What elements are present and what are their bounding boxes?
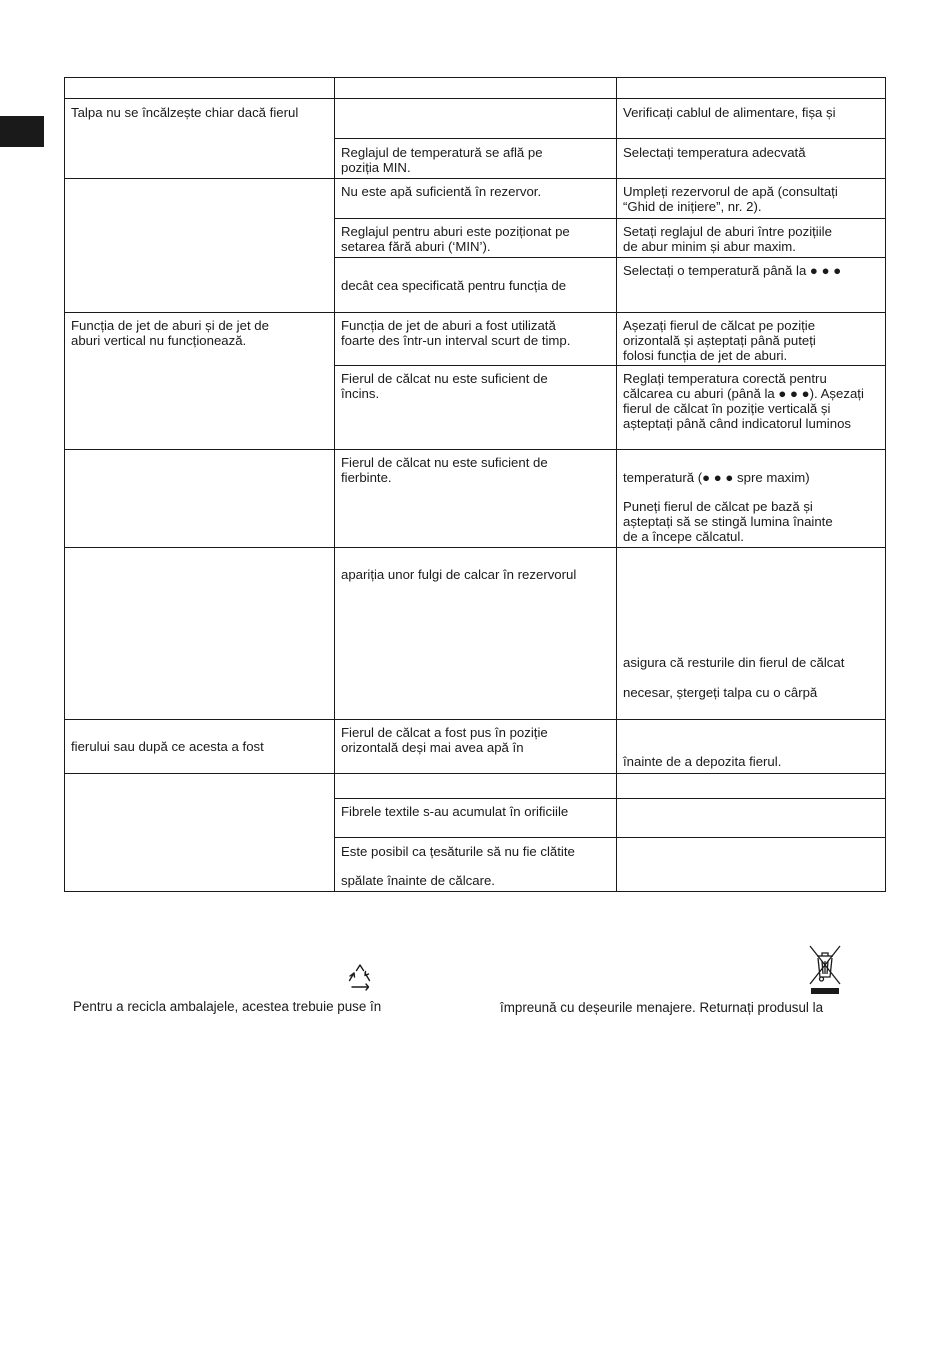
cause-text: foarte des într-un interval scurt de timp. [341,333,571,348]
problem-text: aburi vertical nu funcționează. [71,333,247,348]
cause-text: încins. [341,386,380,401]
cause-text: fierbinte. [341,470,392,485]
solution-cell [617,313,886,366]
cause-cell [335,548,617,720]
cause-text: Este posibil ca țesăturile să nu fie clătite [341,844,575,859]
table-row [65,774,886,799]
solution-cell [617,450,886,548]
solution-text: Selectați temperatura adecvată [623,145,806,160]
problem-cell [65,313,335,450]
problem-cell [65,99,335,179]
cause-text: poziția MIN. [341,160,411,175]
solution-cell [617,548,886,720]
cause-text: Fierul de călcat nu este suficient de [341,371,548,386]
troubleshooting-table [64,77,886,892]
solution-text: “Ghid de inițiere”, nr. 2). [623,199,762,214]
solution-text: asigura că resturile din fierul de călcat [623,655,845,670]
solution-text: de a începe călcatul. [623,529,744,544]
solution-cell [617,99,886,139]
cause-cell [335,720,617,774]
problem-text: Talpa nu se încălzește chiar dacă fierul [71,105,299,120]
solution-text: Setați reglajul de aburi între pozițiile [623,224,832,239]
language-tab [0,116,44,147]
solution-cell [617,720,886,774]
cause-cell [335,99,617,139]
solution-cell [617,366,886,450]
solution-text: necesar, ștergeți talpa cu o cârpă [623,685,818,700]
solution-text: așteptați până când indicatorul luminos [623,416,851,431]
solution-cell [617,774,886,799]
cause-text: Reglajul pentru aburi este poziționat pe [341,224,570,239]
cause-cell [335,179,617,219]
solution-text: de abur minim și abur maxim. [623,239,796,254]
header-cell-problem [65,78,335,99]
cause-text: Fibrele textile s-au acumulat în orificiile [341,804,569,819]
recycle-icon [344,962,376,994]
table-header-row [65,78,886,99]
header-cell-solution [617,78,886,99]
cause-cell [335,450,617,548]
problem-cell [65,774,335,892]
solution-cell [617,799,886,838]
cause-cell [335,774,617,799]
cause-cell [335,366,617,450]
problem-text: Funcția de jet de aburi și de jet de [71,318,269,333]
solution-text: folosi funcția de jet de aburi. [623,348,788,363]
cause-text: spălate înainte de călcare. [341,873,495,888]
problem-text: fierului sau după ce acesta a fost [71,739,264,754]
cause-text: Nu este apă suficientă în rezervor. [341,184,542,199]
table-row [65,548,886,720]
table-row [65,720,886,774]
problem-cell [65,720,335,774]
cause-cell [335,258,617,313]
solution-text: înainte de a depozita fierul. [623,754,782,769]
solution-cell [617,258,886,313]
solution-text: călcarea cu aburi (până la ● ● ●). Așezați [623,386,864,401]
problem-cell [65,179,335,313]
solution-text: Selectați o temperatură până la ● ● ● [623,263,842,278]
cause-cell [335,139,617,179]
table-row [65,99,886,139]
solution-text: fierul de călcat în poziție verticală și [623,401,831,416]
solution-text: temperatură (● ● ● spre maxim) [623,470,810,485]
solution-cell [617,139,886,179]
solution-text: Reglați temperatura corectă pentru [623,371,827,386]
solution-text: Așezați fierul de călcat pe poziție [623,318,816,333]
cause-text: decât cea specificată pentru funcția de [341,278,567,293]
header-cell-cause [335,78,617,99]
cause-text: orizontală deși mai avea apă în [341,740,524,755]
solution-cell [617,838,886,892]
solution-text: Umpleți rezervorul de apă (consultați [623,184,838,199]
cause-text: apariția unor fulgi de calcar în rezervorul [341,567,577,582]
problem-cell [65,548,335,720]
product-disposal-text: împreună cu deșeurile menajere. Returnați produsul la [500,1000,824,1015]
cause-text: Funcția de jet de aburi a fost utilizată [341,318,556,333]
cause-cell [335,838,617,892]
solution-text: Verificați cablul de alimentare, fișa și [623,105,836,120]
crossed-bin-icon [808,944,842,996]
solution-cell [617,179,886,219]
cause-text: Fierul de călcat a fost pus în poziție [341,725,548,740]
table-row [65,179,886,219]
problem-cell [65,450,335,548]
solution-text: așteptați să se stingă lumina înainte [623,514,833,529]
cause-text: Reglajul de temperatură se află pe [341,145,543,160]
cause-cell [335,313,617,366]
table-row [65,313,886,366]
solution-text: Puneți fierul de călcat pe bază și [623,499,813,514]
solution-text: orizontală și așteptați până puteți [623,333,816,348]
cause-text: Fierul de călcat nu este suficient de [341,455,548,470]
table-row [65,450,886,548]
cause-cell [335,799,617,838]
recycling-packaging-text: Pentru a recicla ambalajele, acestea trebuie puse în [73,999,382,1014]
cause-text: setarea fără aburi (‘MIN’). [341,239,491,254]
cause-cell [335,219,617,258]
solution-cell [617,219,886,258]
